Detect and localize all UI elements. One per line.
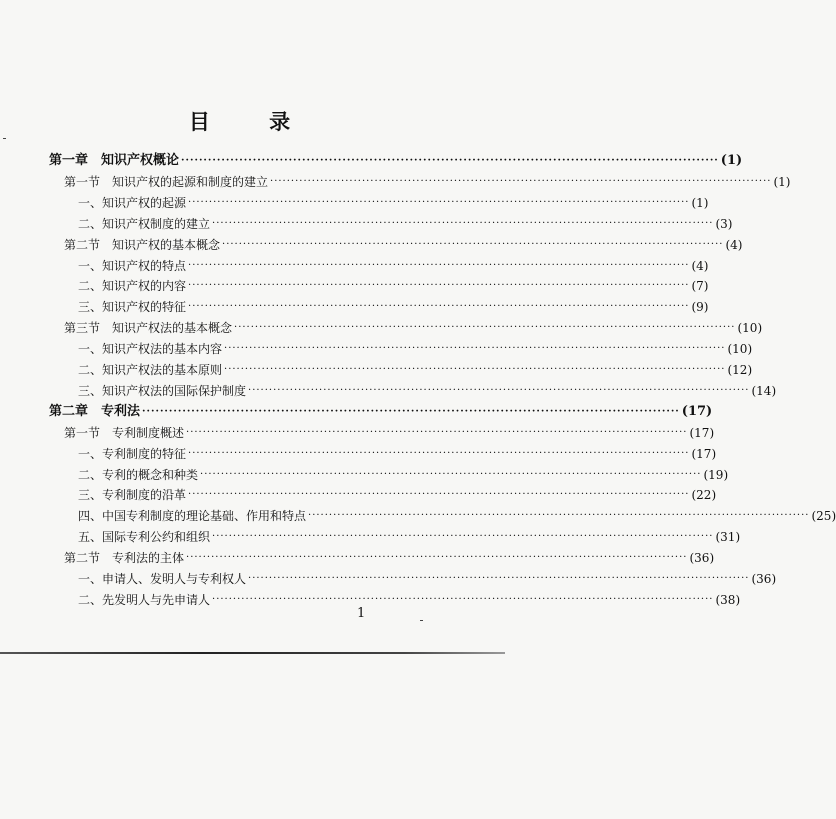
toc-entry-label: 第二节 知识产权的基本概念 xyxy=(64,237,221,252)
toc-entry-item[interactable] xyxy=(78,485,717,505)
page-ref-number: 1 xyxy=(696,195,704,210)
toc-entry-page: ( 36 ) xyxy=(689,548,714,568)
leader-dots: ························································································································ xyxy=(188,301,690,313)
toc-entry-section[interactable] xyxy=(64,548,715,568)
toc-entry-page: ( 10 ) xyxy=(737,318,762,338)
toc-entry-page: ( 12 ) xyxy=(727,360,752,380)
toc-entry-chapter[interactable] xyxy=(49,151,743,171)
toc-entry-page: ( 7 ) xyxy=(691,276,708,296)
toc-entry-label: 第三节 知识产权法的基本概念 xyxy=(64,321,233,336)
toc-entry-page: ( 3 ) xyxy=(715,214,732,234)
page-ref-number: 12 xyxy=(732,363,748,377)
page-ref-number: 31 xyxy=(720,530,736,545)
toc-entry-page: ( 38 ) xyxy=(715,590,740,610)
page-ref-number: 36 xyxy=(756,572,772,586)
page-ref-number: 9 xyxy=(696,300,704,315)
toc-entry-label: 第二节 专利法的主体 xyxy=(64,551,185,566)
page-ref-number: 22 xyxy=(696,488,712,503)
page-ref-number: 17 xyxy=(696,446,712,461)
toc-entry-item[interactable] xyxy=(78,527,741,547)
leader-dots: ························································································································ xyxy=(224,343,726,355)
scan-speck xyxy=(420,620,423,621)
toc-entry-label: 二、知识产权法的基本原则 xyxy=(78,363,223,377)
toc-entry-page: ( 25 ) xyxy=(811,506,836,526)
toc-entry-section[interactable] xyxy=(64,423,715,443)
page-ref-number: 1 xyxy=(778,174,786,189)
toc-entry-item[interactable] xyxy=(78,256,709,276)
scan-speck xyxy=(3,138,6,139)
toc-entry-page: ( 19 ) xyxy=(703,465,728,485)
toc-entry-page: ( 10 ) xyxy=(727,339,752,359)
leader-dots: ························································································································ xyxy=(188,489,690,501)
page-ref-number: 3 xyxy=(720,216,728,231)
toc-entry-section[interactable] xyxy=(64,235,743,255)
toc-entry-label: 一、知识产权法的基本内容 xyxy=(78,342,223,357)
leader-dots: ························································································································ xyxy=(270,175,772,187)
toc-entry-page: ( 4 ) xyxy=(725,235,742,255)
toc-entry-label: 三、知识产权法的国际保护制度 xyxy=(78,383,247,398)
leader-dots: ························································································································ xyxy=(186,426,688,438)
toc-entry-label: 二、专利的概念和种类 xyxy=(78,467,199,482)
leader-dots: ························································································································ xyxy=(181,155,719,166)
leader-dots: ························································································································ xyxy=(200,468,702,480)
page-ref-number: 17 xyxy=(687,403,707,419)
toc-entry-label: 一、专利制度的特征 xyxy=(78,446,187,461)
leader-dots: ························································································································ xyxy=(188,196,690,208)
leader-dots: ························································································································ xyxy=(248,573,750,584)
toc-entry-item[interactable] xyxy=(78,444,717,464)
page-ref-number: 4 xyxy=(696,258,704,273)
leader-dots: ························································································································ xyxy=(142,405,680,417)
page-ref-number: 4 xyxy=(730,237,738,252)
toc-entry-page: ( 17 ) xyxy=(691,444,716,464)
toc-entry-page: ( 1 ) xyxy=(691,193,708,213)
toc-entry-item[interactable] xyxy=(78,193,709,213)
bottom-rule xyxy=(0,652,505,654)
page-ref-number: 7 xyxy=(696,279,704,294)
toc-entry-label: 第一节 专利制度概述 xyxy=(64,425,185,440)
toc-entry-page: ( 14 ) xyxy=(751,381,776,401)
page-ref-number: 14 xyxy=(756,383,772,398)
toc-entry-page: ( 9 ) xyxy=(691,297,708,317)
toc-entry-label: 二、先发明人与先申请人 xyxy=(78,592,211,607)
page-ref-number: 38 xyxy=(720,592,736,607)
leader-dots: ························································································································ xyxy=(234,322,736,334)
leader-dots: ························································································································ xyxy=(212,217,714,229)
toc-entry-page: ( 31 ) xyxy=(715,527,740,547)
leader-dots: ························································································································ xyxy=(188,280,690,292)
toc-entry-page: ( 1 ) xyxy=(721,151,742,171)
toc-entry-section[interactable] xyxy=(64,172,791,192)
page-ref-number: 17 xyxy=(694,425,710,440)
toc-entry-label: 二、知识产权制度的建立 xyxy=(78,216,211,231)
leader-dots: ························································································································ xyxy=(248,384,750,396)
leader-dots: ························································································································ xyxy=(186,552,688,564)
toc-entry-item[interactable] xyxy=(78,506,836,526)
leader-dots: ························································································································ xyxy=(212,531,714,543)
toc-entry-item[interactable] xyxy=(78,381,777,401)
toc-entry-item[interactable] xyxy=(78,339,753,359)
toc-entry-item[interactable] xyxy=(78,465,729,485)
toc-entry-label: 五、国际专利公约和组织 xyxy=(78,530,211,545)
toc-entry-item[interactable] xyxy=(78,569,777,589)
page-number: 1 xyxy=(357,606,366,621)
toc-entry-label: 第一节 知识产权的起源和制度的建立 xyxy=(64,174,269,189)
toc-entry-item[interactable] xyxy=(78,590,741,610)
page-ref-number: 25 xyxy=(816,509,832,524)
page-ref-number: 10 xyxy=(732,342,748,357)
toc-entry-item[interactable] xyxy=(78,360,753,380)
toc-entry-page: ( 22 ) xyxy=(691,485,716,505)
toc-entry-label: 四、中国专利制度的理论基础、作用和特点 xyxy=(78,509,307,524)
leader-dots: ························································································································ xyxy=(188,447,690,459)
toc-entry-label: 第一章 知识产权概论 xyxy=(49,153,180,168)
toc-entry-page: ( 17 ) xyxy=(682,402,712,422)
leader-dots: ························································································································ xyxy=(224,364,726,375)
page-ref-number: 19 xyxy=(708,467,724,482)
page-title: 目 录 xyxy=(188,109,317,134)
toc-entry-section[interactable] xyxy=(64,318,763,338)
page-ref-number: 1 xyxy=(726,153,736,168)
toc-entry-label: 一、知识产权的特点 xyxy=(78,258,187,273)
toc-entry-label: 二、知识产权的内容 xyxy=(78,279,187,294)
toc-entry-page: ( 4 ) xyxy=(691,256,708,276)
page-ref-number: 36 xyxy=(694,551,710,566)
leader-dots: ························································································································ xyxy=(188,259,690,271)
leader-dots: ························································································································ xyxy=(308,510,810,522)
toc-entry-item[interactable] xyxy=(78,214,733,234)
toc-entry-label: 一、申请人、发明人与专利权人 xyxy=(78,572,247,586)
toc-entry-page: ( 1 ) xyxy=(773,172,790,192)
toc-entry-label: 一、知识产权的起源 xyxy=(78,195,187,210)
toc-entry-chapter[interactable] xyxy=(49,402,713,422)
toc-entry-item[interactable] xyxy=(78,276,709,296)
toc-entry-item[interactable] xyxy=(78,297,709,317)
page-ref-number: 10 xyxy=(742,321,758,336)
toc-entry-page: ( 17 ) xyxy=(689,423,714,443)
toc-entry-label: 第二章 专利法 xyxy=(49,403,141,419)
leader-dots: ························································································································ xyxy=(222,238,724,250)
leader-dots: ························································································································ xyxy=(212,593,714,605)
toc-entry-label: 三、专利制度的沿革 xyxy=(78,488,187,503)
toc-entry-page: ( 36 ) xyxy=(751,569,776,589)
toc-entry-label: 三、知识产权的特征 xyxy=(78,300,187,315)
